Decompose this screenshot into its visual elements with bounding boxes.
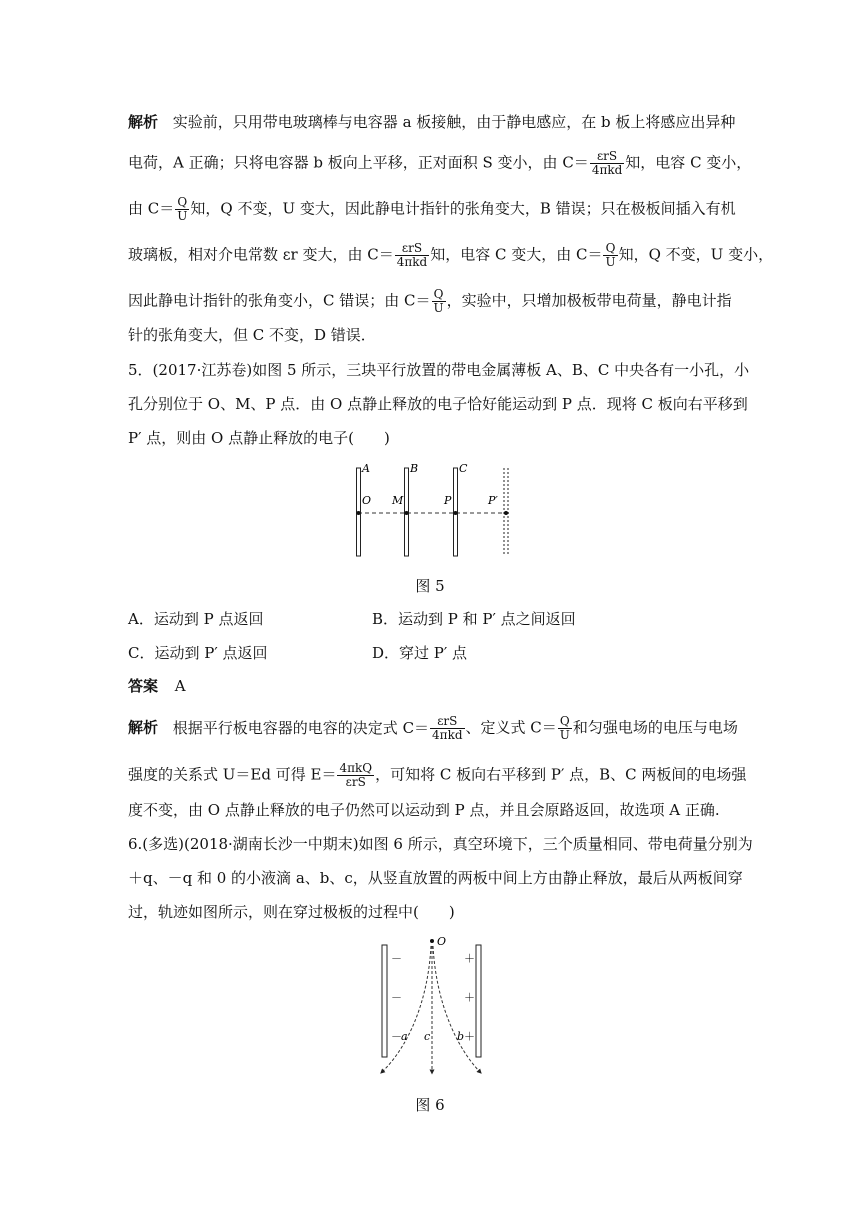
label-b: b xyxy=(457,1030,465,1043)
option-d: D．穿过 P′ 点 xyxy=(372,644,468,662)
plus-sign: ＋ xyxy=(464,1030,475,1043)
figure-6 xyxy=(370,932,500,1077)
figure-5-caption: 图 5 xyxy=(415,577,445,595)
analysis-line-4: 玻璃板，相对介电常数 εr 变大，由 C＝ $\frac{\text{εrS}}{\text{4πkd}}$ 知，电容 C 变大，由 C＝ $\frac{Q}{U}$ 知，Q 不变，U 变小， xyxy=(128,241,774,269)
point-p xyxy=(454,511,458,515)
analysis-line-5: 因此静电计指针的张角变小，C 错误；由 C＝ $\frac{Q}{U}$ ，实验中，只增加极板带电荷量，静电计指 xyxy=(128,287,732,315)
point-o xyxy=(430,939,434,943)
label-a: a xyxy=(401,1030,408,1043)
label-o: O xyxy=(362,494,372,507)
minus-sign: － xyxy=(391,1030,402,1043)
trajectory-a xyxy=(382,946,431,1072)
q-over-u-fraction: $\frac{Q}{U}$ xyxy=(559,714,570,742)
plus-sign: ＋ xyxy=(464,991,475,1004)
q5-line-2: 孔分别位于 O、M、P 点．由 O 点静止释放的电子恰好能运动到 P 点．现将 C 板向右平移到 xyxy=(128,395,748,413)
label-m: M xyxy=(392,494,404,507)
answer-label: 答案 xyxy=(128,677,159,695)
label-b: B xyxy=(410,462,419,475)
minus-sign: － xyxy=(391,952,402,965)
q6-line-1: 6.(多选)(2018·湖南长沙一中期末)如图 6 所示，真空环境下，三个质量相同、带电荷量分别为 xyxy=(128,835,753,853)
left-plate xyxy=(382,945,387,1057)
q5-line-3: P′ 点，则由 O 点静止释放的电子( ) xyxy=(128,429,390,447)
analysis-label: 解析 xyxy=(128,718,159,737)
capacitance-fraction: $\frac{\text{εrS}}{\text{4πkd}}$ xyxy=(432,714,463,742)
label-p-prime: P′ xyxy=(488,494,498,507)
option-b: B．运动到 P 和 P′ 点之间返回 xyxy=(372,610,576,628)
answer-value: A xyxy=(174,677,186,695)
q-over-u-fraction: $\frac{Q}{U}$ xyxy=(177,195,188,223)
answer-line xyxy=(128,676,738,696)
analysis-line-6: 针的张角变大，但 C 不变，D 错误． xyxy=(128,326,376,344)
point-p-prime xyxy=(504,511,508,515)
q5-analysis-line-3: 度不变，由 O 点静止释放的电子仍然可以运动到 P 点，并且会原路返回，故选项 A 正确. xyxy=(128,801,720,819)
label-p: P xyxy=(444,494,452,507)
minus-sign: － xyxy=(391,991,402,1004)
q6-line-2: ＋q、－q 和 0 的小液滴 a、b、c，从竖直放置的两板中间上方由静止释放，最后从两板间穿 xyxy=(128,869,743,887)
point-m xyxy=(405,511,409,515)
option-a: A．运动到 P 点返回 xyxy=(128,610,264,628)
q6-line-3: 过，轨迹如图所示，则在穿过极板的过程中( ) xyxy=(128,903,455,921)
label-o: O xyxy=(437,935,447,948)
q5-analysis-line-2: 强度的关系式 U＝Ed 可得 E＝ $\frac{\text{4πkQ}}{\text{εrS}}$ ，可知将 C 板向右平移到 P′ 点，B、C 两板间的电场强 xyxy=(128,761,747,789)
analysis-line-1: 解析 实验前，只用带电玻璃棒与电容器 a 板接触，由于静电感应，在 b 板上将感应出异种 xyxy=(128,113,736,131)
capacitance-fraction: $\frac{\text{εrS}}{\text{4πkd}}$ xyxy=(591,149,623,177)
q5-line-1: 5．(2017·江苏卷)如图 5 所示，三块平行放置的带电金属薄板 A、B、C 中央各有一小孔，小 xyxy=(128,361,750,379)
right-plate xyxy=(476,945,481,1057)
figure-5 xyxy=(340,460,530,565)
plus-sign: ＋ xyxy=(464,952,475,965)
analysis-label: 解析 xyxy=(128,113,159,131)
capacitance-fraction: $\frac{\text{εrS}}{\text{4πkd}}$ xyxy=(396,241,428,269)
field-fraction: $\frac{\text{4πkQ}}{\text{εrS}}$ xyxy=(339,761,373,789)
point-o xyxy=(357,511,361,515)
figure-6-caption: 图 6 xyxy=(415,1096,445,1114)
q-over-u-fraction: $\frac{Q}{U}$ xyxy=(605,241,616,269)
q5-analysis-line-1: 解析 根据平行板电容器的电容的决定式 C＝ $\frac{\text{εrS}}{\text{4πkd}}$ 、定义式 C＝ $\frac{Q}{U}$ 和匀强电场的电压与电场 xyxy=(128,714,738,742)
q-over-u-fraction: $\frac{Q}{U}$ xyxy=(433,287,444,315)
label-c: c xyxy=(424,1030,431,1043)
analysis-line-3: 由 C＝ $\frac{Q}{U}$ 知，Q 不变，U 变大，因此静电计指针的张角变大，B 错误；只在极板间插入有机 xyxy=(128,195,736,223)
label-a: A xyxy=(362,462,370,475)
label-c: C xyxy=(459,462,468,475)
option-c: C．运动到 P′ 点返回 xyxy=(128,644,268,662)
analysis-line-2: 电荷，A 正确；只将电容器 b 板向上平移，正对面积 S 变小，由 C＝ $\frac{\text{εrS}}{\text{4πkd}}$ 知，电容 C 变小， xyxy=(128,149,752,177)
